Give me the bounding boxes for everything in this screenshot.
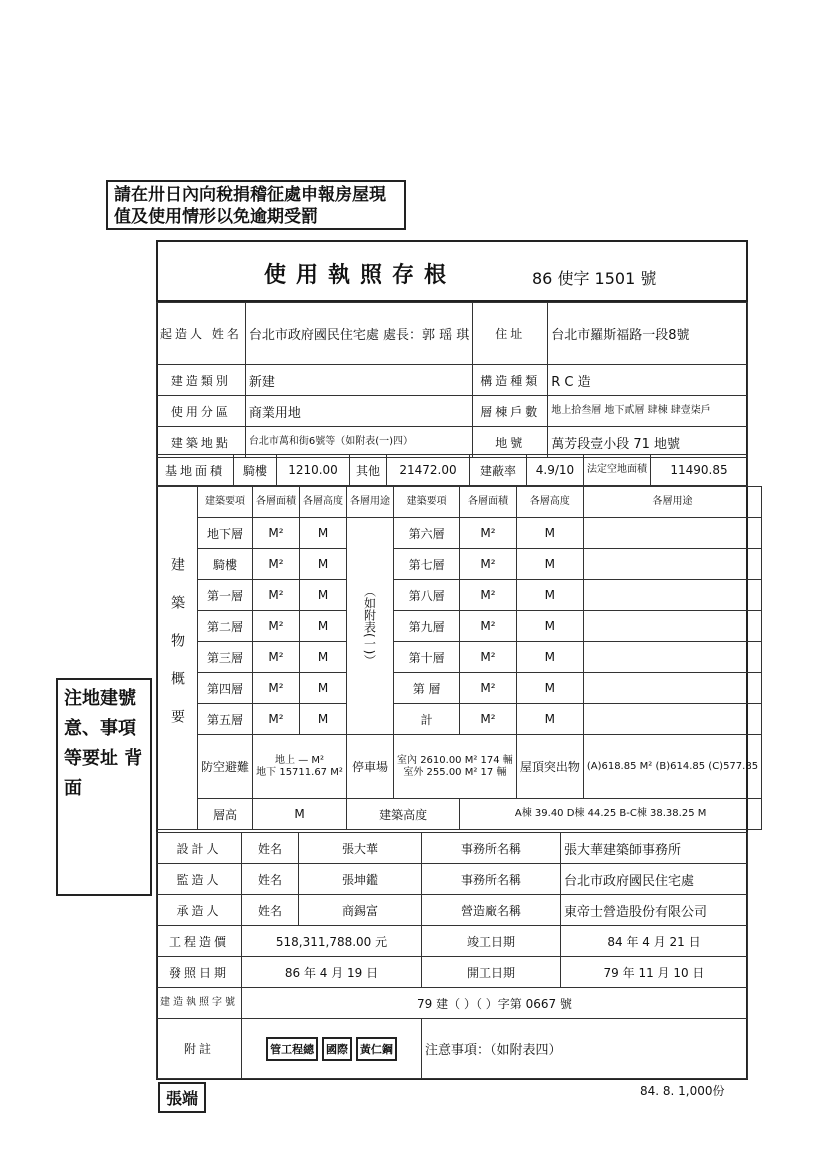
- floor-right: 第 層: [394, 673, 460, 704]
- area-unit: M²: [460, 673, 517, 704]
- site-area-table: [156, 454, 748, 486]
- floor-right: 計: [394, 704, 460, 735]
- applicant-value: 台北市政府國民住宅處 處長：郭 瑶 琪: [245, 303, 472, 365]
- area-unit: M²: [253, 611, 300, 642]
- floor-right: 第八層: [394, 580, 460, 611]
- area-unit: M²: [460, 549, 517, 580]
- see-attached-note: （如附表(一)）: [347, 518, 394, 735]
- floor-row: [157, 518, 762, 549]
- issue-label: 發照日期: [157, 957, 242, 988]
- area-unit: M²: [253, 704, 300, 735]
- floor-height-label: 層高: [198, 799, 253, 830]
- address-value: 台北市羅斯福路一段8號: [548, 303, 748, 365]
- completion-date: 84 年 4 月 21 日: [561, 926, 748, 957]
- parking-values: [394, 735, 517, 799]
- height-unit: M: [516, 673, 583, 704]
- height-unit: M: [516, 611, 583, 642]
- zoning-label: 使用分區: [157, 396, 246, 427]
- permit-label: 建造執照字號: [157, 988, 242, 1019]
- floor-row: [157, 611, 762, 642]
- print-footer: 84. 8. 1,000份: [640, 1084, 725, 1098]
- floors-units-value: 地上拾叁層 地下貳層 肆棟 肆壹柒戶: [548, 396, 748, 427]
- area-unit: M²: [253, 549, 300, 580]
- section-label: [157, 487, 198, 830]
- floor-left: 第三層: [198, 642, 253, 673]
- use-cell: [583, 580, 761, 611]
- site-area-label: 基地面積: [157, 455, 234, 486]
- height-unit: M: [300, 611, 347, 642]
- legal-space-value: 11490.85: [651, 455, 748, 486]
- header-left-height: 各層高度: [300, 487, 347, 518]
- left-side-note: [56, 678, 152, 896]
- roof-label: 屋頂突出物: [516, 735, 583, 799]
- info-table: [156, 302, 748, 458]
- issue-date: 86 年 4 月 19 日: [242, 957, 422, 988]
- floor-row: [157, 549, 762, 580]
- height-unit: M: [300, 580, 347, 611]
- section-label-text: 建築物概要: [169, 556, 185, 747]
- floor-row: [157, 673, 762, 704]
- height-unit: M: [516, 642, 583, 673]
- roof-values: (A)618.85 M² (B)614.85 (C)577.85: [583, 735, 761, 799]
- area-unit: M²: [253, 642, 300, 673]
- header-left-use: 各層用途: [347, 487, 394, 518]
- height-unit: M: [516, 580, 583, 611]
- area-unit: M²: [253, 673, 300, 704]
- contractor-label: 承造人: [157, 895, 242, 926]
- remarks-value: 注意事項：（如附表四）: [422, 1019, 748, 1079]
- floor-right: 第九層: [394, 611, 460, 642]
- shelter-below: 地下 15711.67 M²: [256, 766, 343, 778]
- header-right-item: 建築要項: [394, 487, 460, 518]
- use-cell: [583, 642, 761, 673]
- arcade-label: 騎樓: [234, 455, 277, 486]
- applicant-label: 起造人 姓名: [157, 303, 246, 365]
- supervisor-label: 監造人: [157, 864, 242, 895]
- cost-label: 工程造價: [157, 926, 242, 957]
- contractor-office: 東帝士營造股份有限公司: [561, 895, 748, 926]
- area-unit: M²: [460, 580, 517, 611]
- height-unit: M: [300, 673, 347, 704]
- zoning-value: 商業用地: [245, 396, 472, 427]
- height-unit: M: [300, 549, 347, 580]
- area-unit: M²: [253, 518, 300, 549]
- arcade-value: 1210.00: [277, 455, 350, 486]
- people-table: [156, 832, 748, 1079]
- floor-height-value: M: [253, 799, 347, 830]
- stamp-seal: 黃仁鋼: [356, 1037, 397, 1061]
- other-label: 其他: [350, 455, 387, 486]
- supervisor-name-label: 姓名: [242, 864, 299, 895]
- parking-outdoor: 室外 255.00 M² 17 輛: [403, 766, 507, 778]
- area-unit: M²: [460, 518, 517, 549]
- floor-left: 第二層: [198, 611, 253, 642]
- remarks-label: 附註: [157, 1019, 242, 1079]
- tax-notice-box: [106, 180, 406, 230]
- building-overview-table: [156, 486, 762, 830]
- use-cell: [583, 673, 761, 704]
- header-right-area: 各層面積: [460, 487, 517, 518]
- floor-row: [157, 642, 762, 673]
- lot-value: 萬芳段壹小段 71 地號: [548, 427, 748, 458]
- floor-right: 第六層: [394, 518, 460, 549]
- other-value: 21472.00: [387, 455, 470, 486]
- cost-value: 518,311,788.00 元: [242, 926, 422, 957]
- page-title: 使用執照存根: [264, 263, 457, 288]
- floor-row: [157, 580, 762, 611]
- floor-right: 第十層: [394, 642, 460, 673]
- parking-indoor: 室內 2610.00 M² 174 輛: [397, 754, 513, 766]
- header-right-use: 各層用途: [583, 487, 761, 518]
- building-height-value: A棟 39.40 D棟 44.25 B-C棟 38.38.25 M: [460, 799, 762, 830]
- floor-row: [157, 704, 762, 735]
- header-left-item: 建築要項: [198, 487, 253, 518]
- permit-value: 79 建（ ）（ ）字第 0667 號: [242, 988, 748, 1019]
- floor-right: 第七層: [394, 549, 460, 580]
- designer-office-label: 事務所名稱: [422, 833, 561, 864]
- designer-label: 設計人: [157, 833, 242, 864]
- area-unit: M²: [460, 611, 517, 642]
- shelter-above: 地上 — M²: [275, 754, 325, 766]
- use-cell: [583, 549, 761, 580]
- floor-left: 第五層: [198, 704, 253, 735]
- shelter-label: 防空避難: [198, 735, 253, 799]
- left-note-text: 注地建號意、事項等要址 背面: [64, 688, 143, 799]
- site-value: 台北市萬和街6號等（如附表(一)四）: [245, 427, 472, 458]
- start-label: 開工日期: [422, 957, 561, 988]
- stamp-seal: 國際: [322, 1037, 352, 1061]
- header-right-height: 各層高度: [516, 487, 583, 518]
- legal-space-label: 法定空地面積: [584, 455, 651, 486]
- height-unit: M: [516, 549, 583, 580]
- use-cell: [583, 611, 761, 642]
- designer-name-label: 姓名: [242, 833, 299, 864]
- license-number: 86 使字 1501 號: [532, 269, 657, 288]
- contractor-name-label: 姓名: [242, 895, 299, 926]
- address-label: 住址: [473, 303, 548, 365]
- designer-name: 張大華: [299, 833, 422, 864]
- lot-label: 地號: [473, 427, 548, 458]
- coverage-label: 建蔽率: [470, 455, 527, 486]
- supervisor-name: 張坤鑑: [299, 864, 422, 895]
- designer-office: 張大華建築師事務所: [561, 833, 748, 864]
- build-type-label: 建造類別: [157, 365, 246, 396]
- start-date: 79 年 11 月 10 日: [561, 957, 748, 988]
- completion-label: 竣工日期: [422, 926, 561, 957]
- use-cell: [583, 518, 761, 549]
- contractor-name: 商錫富: [299, 895, 422, 926]
- height-unit: M: [300, 704, 347, 735]
- structure-value: R C 造: [548, 365, 748, 396]
- coverage-value: 4.9/10: [527, 455, 584, 486]
- height-unit: M: [516, 704, 583, 735]
- structure-label: 構造種類: [473, 365, 548, 396]
- stamp-area: [242, 1019, 422, 1079]
- height-unit: M: [300, 642, 347, 673]
- use-cell: [583, 704, 761, 735]
- site-label: 建築地點: [157, 427, 246, 458]
- area-unit: M²: [253, 580, 300, 611]
- contractor-office-label: 營造廠名稱: [422, 895, 561, 926]
- floors-units-label: 層棟戶數: [473, 396, 548, 427]
- supervisor-office: 台北市政府國民住宅處: [561, 864, 748, 895]
- tax-notice-text: 請在卅日內向稅捐稽征處申報房屋現值及使用情形以免逾期受罰: [114, 185, 386, 227]
- height-unit: M: [516, 518, 583, 549]
- building-height-label: 建築高度: [347, 799, 460, 830]
- area-unit: M²: [460, 642, 517, 673]
- area-unit: M²: [460, 704, 517, 735]
- form-title-row: [156, 244, 748, 302]
- floor-left: 第四層: [198, 673, 253, 704]
- supervisor-office-label: 事務所名稱: [422, 864, 561, 895]
- floor-left: 騎樓: [198, 549, 253, 580]
- floor-left: 地下層: [198, 518, 253, 549]
- stamp-seal: 管工程總: [266, 1037, 318, 1061]
- header-left-area: 各層面積: [253, 487, 300, 518]
- build-type-value: 新建: [245, 365, 472, 396]
- name-seal-stamp: 張端: [158, 1082, 206, 1113]
- height-unit: M: [300, 518, 347, 549]
- parking-label: 停車場: [347, 735, 394, 799]
- shelter-values: [253, 735, 347, 799]
- floor-left: 第一層: [198, 580, 253, 611]
